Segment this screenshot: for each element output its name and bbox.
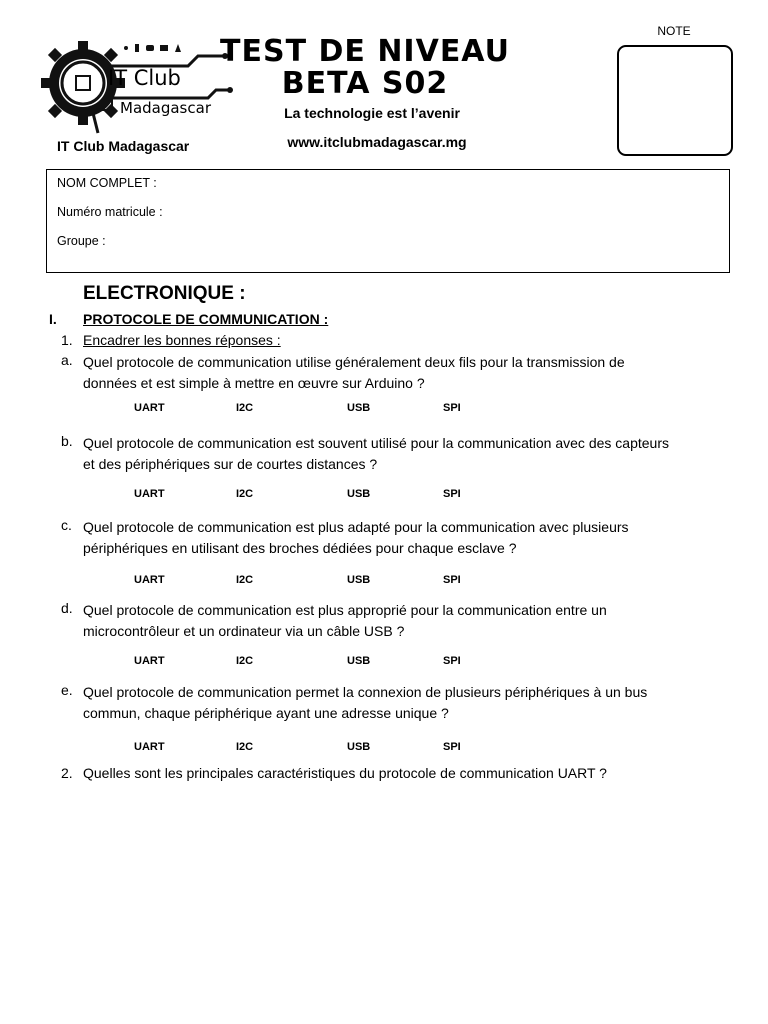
option-usb[interactable]: USB xyxy=(347,574,371,586)
option-i2c[interactable]: I2C xyxy=(236,574,254,586)
option-spi[interactable]: SPI xyxy=(443,574,461,586)
question-b-line-1: Quel protocole de communication est souvent utilisé pour la communication avec des capteurs xyxy=(83,435,669,451)
section-number: I. xyxy=(49,311,57,327)
option-i2c[interactable]: I2C xyxy=(236,655,254,667)
title-line-1: TEST DE NIVEAU xyxy=(220,34,510,69)
question-e-letter: e. xyxy=(61,682,73,698)
club-name: IT Club Madagascar xyxy=(57,138,190,154)
option-i2c[interactable]: I2C xyxy=(236,488,254,500)
option-usb[interactable]: USB xyxy=(347,741,371,753)
option-spi[interactable]: SPI xyxy=(443,741,461,753)
question-a-line-1: Quel protocole de communication utilise généralement deux fils pour la transmission de xyxy=(83,354,625,370)
tagline: La technologie est l’avenir xyxy=(284,105,460,121)
title-line-2: BETA S02 xyxy=(281,66,449,101)
subsection-title: PROTOCOLE DE COMMUNICATION : xyxy=(83,311,329,327)
option-spi[interactable]: SPI xyxy=(443,488,461,500)
note-label: NOTE xyxy=(657,24,691,38)
section-title: ELECTRONIQUE : xyxy=(83,283,246,304)
logo-subtitle: Madagascar xyxy=(120,99,211,117)
option-spi[interactable]: SPI xyxy=(443,402,461,414)
question-d-line-2: microcontrôleur et un ordinateur via un câble USB ? xyxy=(83,623,405,639)
question-c-letter: c. xyxy=(61,517,72,533)
question-e-text xyxy=(83,682,743,724)
question-d-text xyxy=(83,600,743,642)
matricule-field-label: Numéro matricule : xyxy=(57,205,163,219)
option-uart[interactable]: UART xyxy=(134,655,165,667)
logo-title: IT Club xyxy=(108,66,181,90)
question-b-text xyxy=(83,433,743,475)
question-e-line-1: Quel protocole de communication permet la connexion de plusieurs périphériques à un bus xyxy=(83,684,648,700)
option-uart[interactable]: UART xyxy=(134,741,165,753)
option-i2c[interactable]: I2C xyxy=(236,402,254,414)
option-usb[interactable]: USB xyxy=(347,488,371,500)
question-b-letter: b. xyxy=(61,433,73,449)
item-2-number: 2. xyxy=(61,765,73,781)
name-field-label: NOM COMPLET : xyxy=(57,176,157,190)
question-c-line-1: Quel protocole de communication est plus adapté pour la communication avec plusieurs xyxy=(83,519,629,535)
question-d-line-1: Quel protocole de communication est plus approprié pour la communication entre un xyxy=(83,602,607,618)
website: www.itclubmadagascar.mg xyxy=(287,134,467,150)
option-usb[interactable]: USB xyxy=(347,655,371,667)
question-c-text xyxy=(83,517,743,559)
option-spi[interactable]: SPI xyxy=(443,655,461,667)
question-a-letter: a. xyxy=(61,352,73,368)
option-uart[interactable]: UART xyxy=(134,402,165,414)
option-uart[interactable]: UART xyxy=(134,574,165,586)
test-title xyxy=(215,36,515,100)
item-2-question: Quelles sont les principales caractéristiques du protocole de communication UART ? xyxy=(83,765,607,781)
question-a-text xyxy=(83,352,743,394)
question-b-line-2: et des périphériques sur de courtes distances ? xyxy=(83,456,378,472)
option-usb[interactable]: USB xyxy=(347,402,371,414)
option-uart[interactable]: UART xyxy=(134,488,165,500)
question-a-line-2: données et est simple à mettre en œuvre sur Arduino ? xyxy=(83,375,425,391)
question-c-line-2: périphériques en utilisant des broches dédiées pour chaque esclave ? xyxy=(83,540,517,556)
item-1-instruction: Encadrer les bonnes réponses : xyxy=(83,332,281,348)
question-d-letter: d. xyxy=(61,600,73,616)
note-box xyxy=(617,45,733,156)
option-i2c[interactable]: I2C xyxy=(236,741,254,753)
question-e-line-2: commun, chaque périphérique ayant une adresse unique ? xyxy=(83,705,449,721)
group-field-label: Groupe : xyxy=(57,234,106,248)
item-1-number: 1. xyxy=(61,332,73,348)
